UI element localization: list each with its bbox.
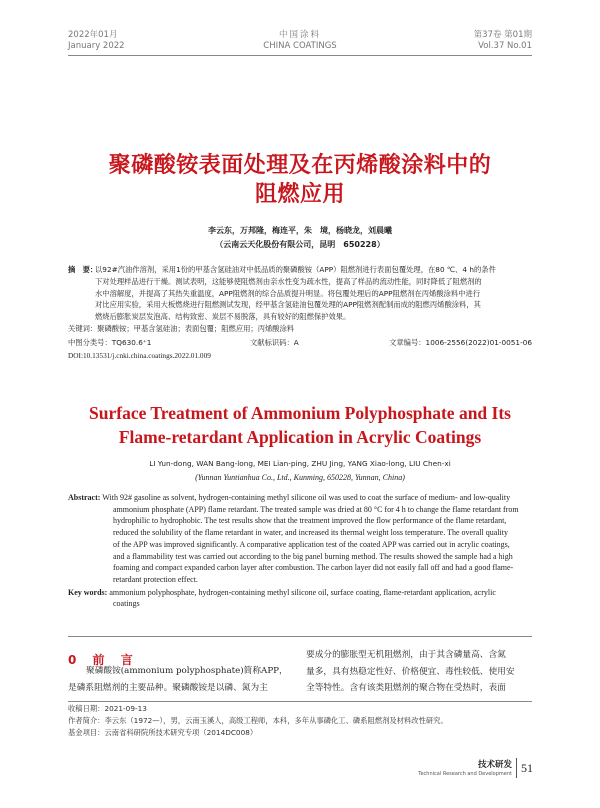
footer-section-cn: 技术研发 <box>477 760 512 770</box>
abstract-en-line: of the APP was improved significantly. A comparative application test of the coated APP was carried out in acrylic coatings, <box>113 539 510 549</box>
abstract-cn <box>95 264 540 323</box>
section-heading-introduction: 0 前 言 <box>68 653 139 667</box>
abstract-en-label: Abstract: <box>68 493 101 502</box>
abstract-en-line: and a flammability test was carried out according to the big panel burning method. The results showed the sample had a high <box>113 551 513 561</box>
intro-left-column <box>68 663 296 696</box>
abstract-en-line: retardant protection effect. <box>113 574 198 584</box>
keywords-cn: 关键词：聚磷酸铵；甲基含氢硅油；表面包覆；阻燃应用；丙烯酸涂料 <box>68 324 295 333</box>
intro-left-line: 是磷系阻燃剂的主要品种。聚磷酸铵是以磷、氮为主 <box>68 682 268 693</box>
abstract-cn-label: 摘 要： <box>68 265 98 274</box>
authors-cn: 李云东，万邦隆，梅连平，朱 境，杨晓龙，刘晨曦 <box>208 226 392 235</box>
footer-divider <box>516 758 517 778</box>
abstract-cn-line: 燃烧后膨胀炭层发泡高、结构致密、炭层不易脱落，具有较好的阻燃保护效果。 <box>95 312 351 322</box>
document-code: 文献标识码：A <box>250 338 299 347</box>
abstract-en-first-line: With 92# gasoline as solvent, hydrogen-containing methyl silicone oil was used to coat the surface of medium- and low-quality <box>102 493 511 502</box>
page-number: 51 <box>521 761 533 775</box>
header-date-en: January 2022 <box>68 41 125 51</box>
footnote-rule <box>68 701 532 702</box>
keywords-en-label: Key words: <box>68 587 108 597</box>
footnote-funding: 基金项目：云南省科研院所技术研究专项（2014DC008） <box>68 728 258 737</box>
intro-right-line: 要成分的膨胀型无机阻燃剂，由于其含磷量高、含氮 <box>306 650 506 660</box>
header-rule <box>68 55 532 56</box>
article-number: 文章编号：1006-2556(2022)01-0051-06 <box>389 338 532 347</box>
footnotes <box>68 703 448 739</box>
footnote-received-date: 收稿日期：2021-09-13 <box>68 704 147 713</box>
header-vol-cn: 第37卷 第01期 <box>473 30 532 40</box>
keywords-en-second-line: coatings <box>113 599 140 609</box>
abstract-en-line: reduced the solubility of the flame retardant in water, and increased its thermal weight loss temperature. The overall quality <box>113 528 508 538</box>
authors-en: LI Yun-dong, WAN Bang-long, MEI Lian-ping, ZHU Jing, YANG Xiao-long, LIU Chen-xi <box>149 459 451 468</box>
abstract-cn-line: 对比应用实验，采用大板燃烧进行阻燃测试发现，经甲基含氢硅油包覆处理的APP阻燃剂配制而成的阻燃丙烯酸涂料，其 <box>95 300 481 310</box>
doi: DOI:10.13531/j.cnki.china.coatings.2022.01.009 <box>68 351 211 360</box>
abstract-en-line: hydrophilic to hydrophobic. The test results show that the treatment improved the flow performance of the flame retardant, <box>113 516 507 526</box>
title-cn-line-2: 阻燃应用 <box>254 182 345 207</box>
title-en-line-2: Flame-retardant Application in Acrylic Coatings <box>118 427 482 447</box>
footer-section-en: Technical Research and Development <box>418 771 512 777</box>
affiliation-cn: （云南云天化股份有限公司，昆明 650228） <box>215 240 385 249</box>
title-en-line-1: Surface Treatment of Ammonium Polyphosphate and Its <box>89 403 511 423</box>
abstract-cn-line: 水中溶解度，并提高了其热失重温度，APP阻燃剂的综合品质提升明显。将包覆处理后的APP阻燃剂在丙烯酸涂料中进行 <box>95 288 481 298</box>
header-date-cn: 2022年01月 <box>68 30 118 40</box>
classification-number: 中图分类号：TQ630.6⁺1 <box>68 338 152 347</box>
abstract-en-line: ammonium phosphate (APP) flame retardant. The treated sample was dried at 80 °C for 4 h to change the flame retardant from <box>113 504 519 514</box>
affiliation-en: (Yunnan Yuntianhua Co., Ltd., Kunming, 650228, Yunnan, China) <box>195 473 405 482</box>
header-journal-cn: 中国涂料 <box>278 30 321 40</box>
header-vol-en: Vol.37 No.01 <box>478 41 532 51</box>
footer-section <box>418 760 512 778</box>
title-cn-line-1: 聚磷酸铵表面处理及在丙烯酸涂料中的 <box>108 153 492 178</box>
intro-right-line: 量多，具有热稳定性好、价格便宜、毒性较低、使用安 <box>306 666 515 677</box>
footnote-author-bio: 作者简介：李云东（1972—），男，云南玉溪人，高级工程师，本科，多年从事磷化工、磷系阻燃剂及材料改性研究。 <box>68 716 448 725</box>
header-volume <box>474 30 532 52</box>
header-journal-en: CHINA COATINGS <box>263 41 337 51</box>
abstract-cn-line: 下对处理样品进行干燥。测试表明，这能够使阻燃剂由亲水性变为疏水性，提高了样品的流动性能，同时降低了阻燃剂的 <box>95 276 482 286</box>
intro-right-line: 全等特性。含有该类阻燃剂的聚合物在受热时，表面 <box>306 683 506 693</box>
abstract-cn-line: 以92#汽油作溶剂，采用1份的甲基含氢硅油对中低品质的聚磷酸铵（APP）阻燃剂进行表面包覆处理，在80 ℃、4 h的条件 <box>95 265 496 274</box>
intro-left-line: 聚磷酸铵(ammonium polyphosphate)简称APP， <box>86 666 288 676</box>
abstract-en <box>68 492 540 610</box>
abstract-en-line: foaming and compact expanded carbon layer after combustion. The carbon layer did not easily fall off and had a good flame- <box>113 563 514 573</box>
abstract-rule <box>68 636 532 637</box>
keywords-en-first-line: ammonium polyphosphate, hydrogen-containing methyl silicone oil, surface coating, flame-retardant application, acrylic <box>109 587 496 597</box>
intro-right-column <box>306 647 532 697</box>
